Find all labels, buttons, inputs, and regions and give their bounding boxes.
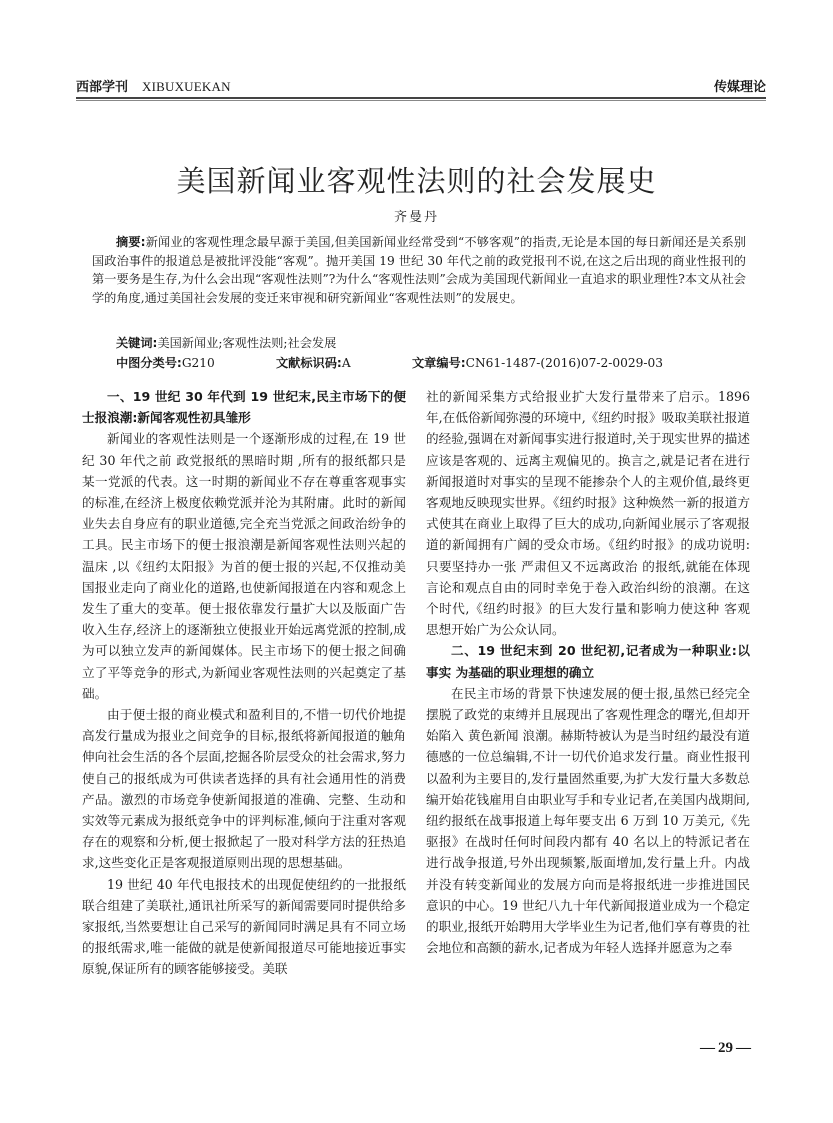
section-heading-1: 一、19 世纪 30 年代到 19 世纪末,民主市场下的便士报浪潮:新闻客观性初具雏形 bbox=[82, 389, 406, 426]
doc-code-label: 文献标识码: bbox=[276, 356, 342, 370]
keywords-text: 美国新闻业;客观性法则;社会发展 bbox=[157, 336, 337, 350]
article-number bbox=[412, 354, 663, 372]
body-column-left bbox=[82, 386, 406, 980]
abstract bbox=[92, 233, 746, 307]
abstract-text: 新闻业的客观性理念最早源于美国,但美国新闻业经常受到“不够客观”的指责,无论是本国的每日新闻还是关系别国政治事件的报道总是被批评没能“客观”。抛开美国 19 世纪 30 年代之前的政党报刊不说,在这之后出现的商业性报刊的第一要务是生存,为什么会出现“客观性法则”?为什么“客观性法则”会成为美国现代新闻业一直追求的职业理性?本文从社会学的角度,通过美国社会发展的变迁来审视和研究新闻业“客观性法则”的发展史。 bbox=[92, 235, 746, 305]
section-name: 传媒理论 bbox=[713, 80, 766, 95]
page-number-value: 29 bbox=[718, 1040, 733, 1056]
journal-name-cn: 西部学刊 bbox=[76, 80, 129, 95]
keywords-label: 关键词: bbox=[116, 336, 158, 350]
section-heading-2: 二、19 世纪末到 20 世纪初,记者成为一种职业:以 事实 为基础的职业理想的确立 bbox=[426, 643, 750, 680]
classification-line bbox=[116, 354, 756, 372]
running-header bbox=[76, 76, 766, 96]
article-number-value: CN61-1487-(2016)07-2-0029-03 bbox=[465, 356, 664, 370]
page-number-dash-right: — bbox=[736, 1040, 751, 1056]
doc-code-value: A bbox=[341, 356, 351, 370]
body-column-right bbox=[426, 386, 750, 958]
body-paragraph: 由于便士报的商业模式和盈利目的,不惜一切代价地提高发行量成为报业之间竞争的目标,报纸将新闻报道的触角伸向社会生活的各个层面,挖掘各阶层受众的社会需求,努力使自己的报纸成为可供读者选择的具有社会通用性的消费产品。激烈的市场竞争使新闻报道的准确、完整、生动和实效等元素成为报纸竞争中的评判标准,倾向于注重对客观存在的观察和分析,便士报掀起了一股对科学方法的狂热追求,这些变化正是客观报道原则出现的思想基础。 bbox=[82, 707, 406, 871]
article-number-label: 文章编号: bbox=[412, 356, 466, 370]
journal-name bbox=[76, 76, 231, 95]
journal-name-en: XIBUXUEKAN bbox=[142, 79, 231, 94]
abstract-label: 摘要: bbox=[116, 235, 146, 249]
article-title: 美国新闻业客观性法则的社会发展史 bbox=[176, 164, 657, 199]
clc-value: G210 bbox=[181, 356, 215, 370]
document-code bbox=[276, 354, 412, 372]
body-paragraph: 新闻业的客观性法则是一个逐渐形成的过程,在 19 世纪 30 年代之前 政党报纸的黑暗时期 ,所有的报纸都只是某一党派的代表。这一时期的新闻业不存在尊重客观事实的标准,在经济上极度依赖党派并沦为其附庸。此时的新闻业失去自身应有的职业道德,完全充当党派之间政治纷争的工具。民主市场下的便士报浪潮是新闻客观性法则兴起的 温床 ,以《纽约太阳报》为首的便士报的兴起,不仅推动美国报业走向了商业化的道路,也使新闻报道在内容和观念上发生了重大的变革。便士报依靠发行量扩大以及版面广告收入生存,经济上的逐渐独立使报业开始远离党派的控制,成为可以独立发声的新闻媒体。民主市场下的便士报之间确立了平等竞争的形式,为新闻业客观性法则的兴起奠定了基础。 bbox=[82, 431, 406, 701]
header-rule bbox=[76, 97, 766, 101]
page-number-dash-left: — bbox=[700, 1040, 715, 1056]
page-number bbox=[700, 1040, 751, 1057]
author-name: 齐曼丹 bbox=[393, 210, 439, 225]
body-paragraph: 在民主市场的背景下快速发展的便士报,虽然已经完全摆脱了政党的束缚并且展现出了客观性理念的曙光,但却开始陷入 黄色新闻 浪潮。赫斯特被认为是当时纽约最没有道德感的一位总编辑,不计一切代价追求发行量。商业性报刊以盈利为主要目的,发行量固然重要,为扩大发行量大多数总编开始花钱雇用自由职业写手和专业记者,在美国内战期间,纽约报纸在战事报道上每年要支出 6 万到 10 万美元,《先驱报》在战时任何时间段内都有 40 名以上的特派记者在进行战争报道,号外出现频繁,版面增加,发行量上升。内战并没有转变新闻业的发展方向而是将报纸进一步推进国民意识的中心。19 世纪八九十年代新闻报道业成为一个稳定的职业,报纸开始聘用大学毕业生为记者,他们享有尊贵的社会地位和高额的薪水,记者成为年轻人选择并愿意为之奉 bbox=[426, 685, 750, 956]
body-paragraph: 19 世纪 40 年代电报技术的出现促使纽约的一批报纸联合组建了美联社,通讯社所采写的新闻需要同时提供给多家报纸,当然要想让自己采写的新闻同时满足具有不同立场的报纸需求,唯一能做的就是使新闻报道尽可能地接近事实原貌,保证所有的顾客能够接受。美联 bbox=[82, 876, 406, 977]
keywords bbox=[116, 334, 336, 352]
clc-label: 中图分类号: bbox=[116, 356, 182, 370]
body-paragraph-continued: 社的新闻采集方式给报业扩大发行量带来了启示。1896 年,在低俗新闻弥漫的环境中,《纽约时报》吸取美联社报道的经验,强调在对新闻事实进行报道时,关于现实世界的描述应该是客观的、远离主观偏见的。换言之,就是记者在进行新闻报道时对事实的呈现不能掺杂个人的主观价值,最终更客观地反映现实世界。《纽约时报》这种焕然一新的报道方式使其在商业上取得了巨大的成功,向新闻业展示了客观报道的新闻拥有广阔的受众市场。《纽约时报》的成功说明:只要坚持办一张 严肃但又不远离政治 的报纸,就能在体现言论和观点自由的同时幸免于卷入政治纠纷的浪潮。在这个时代,《纽约时报》的巨大发行量和影响力使这种 客观 思想开始广为公众认同。 bbox=[426, 389, 750, 638]
clc-number bbox=[116, 354, 276, 372]
